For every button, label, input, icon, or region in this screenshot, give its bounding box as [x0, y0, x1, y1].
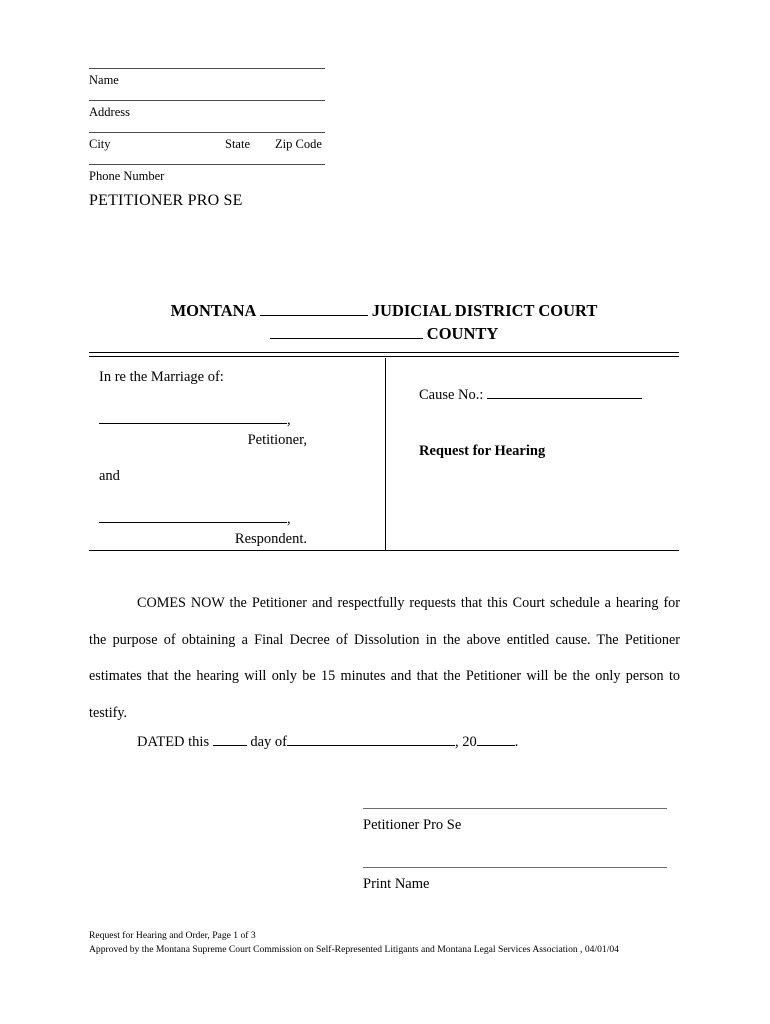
dated-year-blank [477, 734, 515, 746]
respondent-role-label: Respondent. [234, 531, 307, 547]
name-field-row [89, 68, 325, 100]
caption-top-rule-outer [89, 352, 679, 353]
dated-day-blank [213, 734, 247, 746]
respondent-name-comma: , [287, 511, 291, 527]
dated-prefix-label: DATED this [137, 734, 210, 750]
zip-code-field-label: Zip Code [275, 137, 322, 151]
court-heading-line-1 [89, 299, 679, 322]
body-paragraph [89, 585, 680, 731]
court-heading-state: MONTANA [170, 301, 256, 320]
phone-number-field-label: Phone Number [89, 169, 165, 183]
city-field-label: City [89, 137, 111, 151]
print-name-line [363, 867, 667, 868]
respondent-name-blank [99, 510, 287, 523]
petitioner-name-blank-row [99, 411, 295, 429]
city-state-zip-field-row [89, 132, 325, 164]
judicial-district-blank [260, 315, 368, 316]
caption-top-rule-inner [89, 356, 679, 357]
footer-line-1: Request for Hearing and Order, Page 1 of 3 [89, 930, 256, 941]
caption-parties-cell [99, 368, 369, 548]
petitioner-name-blank [99, 411, 287, 424]
body-paragraph-text: COMES NOW the Petitioner and respectfully requests that this Court schedule a hearing for the purpose of obtaining a Final Decree of Dissolution in the above entitled cause. The Petitioner estimates that the hearing will only be 15 minutes and that the Petitioner will be the only person to testify. [89, 595, 680, 721]
court-heading-line-2 [89, 322, 679, 345]
filer-address-block [89, 68, 325, 196]
signature-spacer [363, 834, 667, 867]
signature-line [363, 808, 667, 809]
caption-case-info-cell [419, 386, 669, 460]
court-heading-district-court: JUDICIAL DISTRICT COURT [371, 301, 598, 320]
document-title: Request for Hearing [419, 443, 546, 459]
print-name-label: Print Name [363, 876, 430, 892]
respondent-name-blank-row [99, 510, 295, 528]
dated-month-blank [287, 734, 455, 746]
footer-line-2: Approved by the Montana Supreme Court Commission on Self-Represented Litigants and Montana Legal Services Association , 04/01/04 [89, 944, 619, 955]
petitioner-name-comma: , [287, 412, 291, 428]
in-re-label: In re the Marriage of: [99, 369, 224, 385]
signature-label: Petitioner Pro Se [363, 817, 462, 833]
page-footer [89, 929, 689, 957]
cause-number-row [419, 386, 669, 404]
petitioner-pro-se-line: PETITIONER PRO SE [89, 192, 243, 209]
cause-number-label: Cause No.: [419, 387, 484, 403]
caption-conjunction: and [99, 468, 120, 484]
signature-block [363, 808, 667, 893]
county-blank [270, 338, 423, 339]
address-field-label: Address [89, 105, 130, 119]
petitioner-role-label: Petitioner, [247, 432, 307, 448]
cause-number-blank [487, 387, 642, 399]
case-caption-box [89, 352, 679, 552]
caption-vertical-divider [385, 358, 386, 551]
name-field-label: Name [89, 73, 119, 87]
dated-line [89, 733, 518, 751]
court-heading [89, 299, 679, 345]
address-field-row [89, 100, 325, 132]
dated-day-of-label: day of [250, 734, 287, 750]
court-heading-county: COUNTY [426, 324, 499, 343]
dated-year-prefix-label: , 20 [455, 734, 477, 750]
caption-bottom-rule [89, 550, 679, 551]
state-field-label: State [225, 137, 250, 151]
dated-period: . [514, 734, 519, 750]
